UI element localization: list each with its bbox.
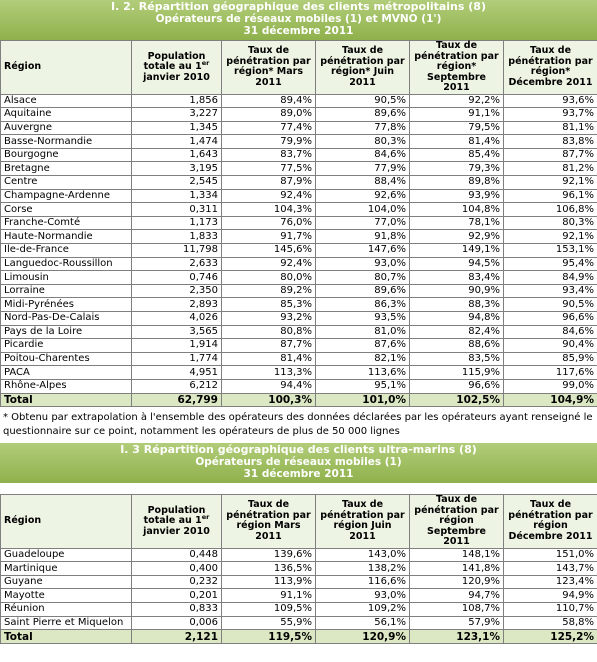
cell-decembre: 85,9% bbox=[504, 352, 597, 366]
cell-population: 1,856 bbox=[132, 94, 222, 108]
cell-population: 1,173 bbox=[132, 216, 222, 230]
cell-juin: 82,1% bbox=[316, 352, 410, 366]
cell-decembre: 81,2% bbox=[504, 162, 597, 176]
cell-decembre: 153,1% bbox=[504, 244, 597, 258]
cell-region: PACA bbox=[1, 366, 132, 380]
cell-mars: 85,3% bbox=[222, 298, 316, 312]
cell-decembre: 110,7% bbox=[504, 603, 597, 617]
cell-septembre: 90,9% bbox=[410, 284, 504, 298]
cell-mars: 80,8% bbox=[222, 325, 316, 339]
cell-mars: 109,5% bbox=[222, 603, 316, 617]
total-cell-decembre: 125,2% bbox=[504, 630, 597, 644]
cell-juin: 90,5% bbox=[316, 94, 410, 108]
cell-mars: 145,6% bbox=[222, 244, 316, 258]
cell-region: Guadeloupe bbox=[1, 548, 132, 562]
total-cell-decembre: 104,9% bbox=[504, 393, 597, 407]
section2-title: I. 3 Répartition géographique des clients ultra-marins (8) bbox=[120, 443, 477, 457]
cell-population: 11,798 bbox=[132, 244, 222, 258]
cell-juin: 89,6% bbox=[316, 108, 410, 122]
cell-mars: 91,1% bbox=[222, 589, 316, 603]
cell-decembre: 93,4% bbox=[504, 284, 597, 298]
cell-juin: 80,7% bbox=[316, 271, 410, 285]
table-row bbox=[1, 176, 597, 190]
cell-population: 4,951 bbox=[132, 366, 222, 380]
cell-septembre: 91,1% bbox=[410, 108, 504, 122]
cell-septembre: 57,9% bbox=[410, 616, 504, 630]
table-row bbox=[1, 203, 597, 217]
cell-population: 0,311 bbox=[132, 203, 222, 217]
cell-septembre: 89,8% bbox=[410, 176, 504, 190]
cell-septembre: 148,1% bbox=[410, 548, 504, 562]
table-row bbox=[1, 339, 597, 353]
cell-population: 4,026 bbox=[132, 312, 222, 326]
cell-juin: 77,9% bbox=[316, 162, 410, 176]
cell-population: 2,633 bbox=[132, 257, 222, 271]
cell-decembre: 90,4% bbox=[504, 339, 597, 353]
cell-septembre: 88,3% bbox=[410, 298, 504, 312]
table-row bbox=[1, 244, 597, 258]
cell-septembre: 88,6% bbox=[410, 339, 504, 353]
cell-region: Auvergne bbox=[1, 121, 132, 135]
cell-juin: 86,3% bbox=[316, 298, 410, 312]
cell-mars: 91,7% bbox=[222, 230, 316, 244]
cell-mars: 80,0% bbox=[222, 271, 316, 285]
total-label: Total bbox=[1, 630, 132, 644]
table-row bbox=[1, 108, 597, 122]
cell-decembre: 151,0% bbox=[504, 548, 597, 562]
cell-decembre: 143,7% bbox=[504, 562, 597, 576]
cell-juin: 113,6% bbox=[316, 366, 410, 380]
table-row bbox=[1, 121, 597, 135]
cell-region: Centre bbox=[1, 176, 132, 190]
total-cell-mars: 119,5% bbox=[222, 630, 316, 644]
cell-region: Haute-Normandie bbox=[1, 230, 132, 244]
section2-subtitle: Opérateurs de réseaux mobiles (1) bbox=[195, 456, 402, 469]
cell-mars: 92,4% bbox=[222, 257, 316, 271]
cell-decembre: 81,1% bbox=[504, 121, 597, 135]
table-row bbox=[1, 312, 597, 326]
table-row bbox=[1, 616, 597, 630]
cell-region: Midi-Pyrénées bbox=[1, 298, 132, 312]
cell-region: Bourgogne bbox=[1, 148, 132, 162]
cell-decembre: 123,4% bbox=[504, 575, 597, 589]
cell-mars: 87,9% bbox=[222, 176, 316, 190]
cell-decembre: 87,7% bbox=[504, 148, 597, 162]
cell-decembre: 93,6% bbox=[504, 94, 597, 108]
cell-decembre: 84,6% bbox=[504, 325, 597, 339]
cell-septembre: 108,7% bbox=[410, 603, 504, 617]
cell-septembre: 93,9% bbox=[410, 189, 504, 203]
cell-septembre: 82,4% bbox=[410, 325, 504, 339]
table-row bbox=[1, 379, 597, 393]
total-label: Total bbox=[1, 393, 132, 407]
outremer-table bbox=[0, 494, 597, 644]
col-header-region: Région bbox=[1, 41, 132, 95]
cell-population: 0,232 bbox=[132, 575, 222, 589]
cell-mars: 92,4% bbox=[222, 189, 316, 203]
total-cell-juin: 120,9% bbox=[316, 630, 410, 644]
cell-juin: 84,6% bbox=[316, 148, 410, 162]
cell-septembre: 141,8% bbox=[410, 562, 504, 576]
col-header-population: Population totale au 1er janvier 2010 bbox=[132, 41, 222, 95]
cell-population: 0,400 bbox=[132, 562, 222, 576]
cell-septembre: 85,4% bbox=[410, 148, 504, 162]
cell-juin: 109,2% bbox=[316, 603, 410, 617]
cell-decembre: 95,4% bbox=[504, 257, 597, 271]
cell-mars: 89,2% bbox=[222, 284, 316, 298]
section1-banner bbox=[0, 0, 597, 40]
cell-decembre: 84,9% bbox=[504, 271, 597, 285]
cell-population: 1,345 bbox=[132, 121, 222, 135]
cell-mars: 94,4% bbox=[222, 379, 316, 393]
table-row bbox=[1, 135, 597, 149]
cell-region: Guyane bbox=[1, 575, 132, 589]
cell-decembre: 94,9% bbox=[504, 589, 597, 603]
cell-mars: 83,7% bbox=[222, 148, 316, 162]
cell-population: 1,643 bbox=[132, 148, 222, 162]
cell-population: 6,212 bbox=[132, 379, 222, 393]
col-header-mars: Taux de pénétration par région Mars 2011 bbox=[222, 495, 316, 549]
cell-decembre: 80,3% bbox=[504, 216, 597, 230]
cell-mars: 136,5% bbox=[222, 562, 316, 576]
cell-mars: 104,3% bbox=[222, 203, 316, 217]
col-header-decembre: Taux de pénétration par région* Décembre 2011 bbox=[504, 41, 597, 95]
cell-mars: 77,5% bbox=[222, 162, 316, 176]
cell-septembre: 149,1% bbox=[410, 244, 504, 258]
table-row bbox=[1, 148, 597, 162]
cell-mars: 89,0% bbox=[222, 108, 316, 122]
footnote: * Obtenu par extrapolation à l'ensemble des opérateurs des données déclarées par les opérateurs ayant renseigné le questionnaire sur ce point, notamment les opérateurs de plus de 50 000 lignes bbox=[3, 412, 593, 438]
cell-mars: 79,9% bbox=[222, 135, 316, 149]
cell-mars: 77,4% bbox=[222, 121, 316, 135]
cell-juin: 77,0% bbox=[316, 216, 410, 230]
table-row bbox=[1, 257, 597, 271]
cell-decembre: 93,7% bbox=[504, 108, 597, 122]
cell-septembre: 92,2% bbox=[410, 94, 504, 108]
table-row bbox=[1, 230, 597, 244]
cell-decembre: 96,6% bbox=[504, 312, 597, 326]
table-row bbox=[1, 162, 597, 176]
cell-decembre: 90,5% bbox=[504, 298, 597, 312]
cell-mars: 87,7% bbox=[222, 339, 316, 353]
cell-decembre: 83,8% bbox=[504, 135, 597, 149]
table-row bbox=[1, 366, 597, 380]
total-cell-population: 62,799 bbox=[132, 393, 222, 407]
cell-population: 0,833 bbox=[132, 603, 222, 617]
cell-population: 2,545 bbox=[132, 176, 222, 190]
cell-region: Pays de la Loire bbox=[1, 325, 132, 339]
cell-juin: 56,1% bbox=[316, 616, 410, 630]
cell-decembre: 58,8% bbox=[504, 616, 597, 630]
cell-region: Alsace bbox=[1, 94, 132, 108]
total-cell-juin: 101,0% bbox=[316, 393, 410, 407]
cell-region: Martinique bbox=[1, 562, 132, 576]
section1-date: 31 décembre 2011 bbox=[243, 25, 354, 37]
total-cell-septembre: 102,5% bbox=[410, 393, 504, 407]
cell-population: 0,448 bbox=[132, 548, 222, 562]
cell-population: 1,914 bbox=[132, 339, 222, 353]
cell-region: Franche-Comté bbox=[1, 216, 132, 230]
cell-region: Rhône-Alpes bbox=[1, 379, 132, 393]
cell-mars: 93,2% bbox=[222, 312, 316, 326]
cell-juin: 81,0% bbox=[316, 325, 410, 339]
col-header-juin: Taux de pénétration par région Juin 2011 bbox=[316, 495, 410, 549]
cell-region: Limousin bbox=[1, 271, 132, 285]
cell-region: Picardie bbox=[1, 339, 132, 353]
metropole-table bbox=[0, 40, 597, 407]
cell-region: Mayotte bbox=[1, 589, 132, 603]
cell-juin: 77,8% bbox=[316, 121, 410, 135]
col-header-juin: Taux de pénétration par région* Juin 2011 bbox=[316, 41, 410, 95]
cell-decembre: 92,1% bbox=[504, 176, 597, 190]
cell-decembre: 106,8% bbox=[504, 203, 597, 217]
cell-mars: 89,4% bbox=[222, 94, 316, 108]
cell-juin: 93,5% bbox=[316, 312, 410, 326]
col-header-septembre: Taux de pénétration par région Septembre 2011 bbox=[410, 495, 504, 549]
cell-juin: 116,6% bbox=[316, 575, 410, 589]
cell-mars: 113,3% bbox=[222, 366, 316, 380]
section2-banner bbox=[0, 443, 597, 483]
table-row bbox=[1, 548, 597, 562]
cell-septembre: 79,5% bbox=[410, 121, 504, 135]
table-row bbox=[1, 94, 597, 108]
total-cell-septembre: 123,1% bbox=[410, 630, 504, 644]
cell-population: 2,893 bbox=[132, 298, 222, 312]
cell-region: Nord-Pas-De-Calais bbox=[1, 312, 132, 326]
col-header-decembre: Taux de pénétration par région Décembre 2011 bbox=[504, 495, 597, 549]
cell-region: Corse bbox=[1, 203, 132, 217]
cell-population: 1,334 bbox=[132, 189, 222, 203]
cell-juin: 91,8% bbox=[316, 230, 410, 244]
table-row bbox=[1, 271, 597, 285]
cell-septembre: 78,1% bbox=[410, 216, 504, 230]
table-row bbox=[1, 575, 597, 589]
cell-septembre: 96,6% bbox=[410, 379, 504, 393]
cell-juin: 147,6% bbox=[316, 244, 410, 258]
table-row bbox=[1, 298, 597, 312]
section1-title: I. 2. Répartition géographique des clients métropolitains (8) bbox=[111, 0, 486, 13]
cell-septembre: 120,9% bbox=[410, 575, 504, 589]
cell-septembre: 83,4% bbox=[410, 271, 504, 285]
cell-septembre: 94,8% bbox=[410, 312, 504, 326]
cell-decembre: 92,1% bbox=[504, 230, 597, 244]
cell-juin: 138,2% bbox=[316, 562, 410, 576]
total-cell-mars: 100,3% bbox=[222, 393, 316, 407]
cell-decembre: 96,1% bbox=[504, 189, 597, 203]
cell-population: 3,565 bbox=[132, 325, 222, 339]
cell-region: Aquitaine bbox=[1, 108, 132, 122]
cell-juin: 80,3% bbox=[316, 135, 410, 149]
cell-decembre: 117,6% bbox=[504, 366, 597, 380]
cell-population: 0,746 bbox=[132, 271, 222, 285]
table-row bbox=[1, 325, 597, 339]
cell-population: 0,201 bbox=[132, 589, 222, 603]
cell-septembre: 94,7% bbox=[410, 589, 504, 603]
col-header-mars: Taux de pénétration par région* Mars 2011 bbox=[222, 41, 316, 95]
table-row bbox=[1, 216, 597, 230]
cell-region: Bretagne bbox=[1, 162, 132, 176]
cell-region: Champagne-Ardenne bbox=[1, 189, 132, 203]
cell-septembre: 81,4% bbox=[410, 135, 504, 149]
col-header-region: Région bbox=[1, 495, 132, 549]
cell-septembre: 83,5% bbox=[410, 352, 504, 366]
cell-region: Ile-de-France bbox=[1, 244, 132, 258]
col-header-population: Population totale au 1er janvier 2010 bbox=[132, 495, 222, 549]
cell-juin: 93,0% bbox=[316, 589, 410, 603]
table-row bbox=[1, 562, 597, 576]
cell-septembre: 94,5% bbox=[410, 257, 504, 271]
cell-juin: 88,4% bbox=[316, 176, 410, 190]
table-row bbox=[1, 589, 597, 603]
cell-region: Réunion bbox=[1, 603, 132, 617]
total-row bbox=[1, 393, 597, 407]
cell-region: Saint Pierre et Miquelon bbox=[1, 616, 132, 630]
cell-region: Lorraine bbox=[1, 284, 132, 298]
cell-juin: 92,6% bbox=[316, 189, 410, 203]
cell-septembre: 104,8% bbox=[410, 203, 504, 217]
cell-septembre: 92,9% bbox=[410, 230, 504, 244]
cell-juin: 95,1% bbox=[316, 379, 410, 393]
cell-population: 3,227 bbox=[132, 108, 222, 122]
cell-population: 0,006 bbox=[132, 616, 222, 630]
cell-mars: 55,9% bbox=[222, 616, 316, 630]
cell-juin: 89,6% bbox=[316, 284, 410, 298]
table-row bbox=[1, 603, 597, 617]
col-header-septembre: Taux de pénétration par région* Septembre 2011 bbox=[410, 41, 504, 95]
section2-date: 31 décembre 2011 bbox=[243, 468, 354, 481]
cell-population: 1,774 bbox=[132, 352, 222, 366]
cell-septembre: 79,3% bbox=[410, 162, 504, 176]
cell-population: 3,195 bbox=[132, 162, 222, 176]
table-row bbox=[1, 352, 597, 366]
cell-region: Languedoc-Roussillon bbox=[1, 257, 132, 271]
cell-mars: 81,4% bbox=[222, 352, 316, 366]
cell-juin: 87,6% bbox=[316, 339, 410, 353]
table-row bbox=[1, 284, 597, 298]
cell-decembre: 99,0% bbox=[504, 379, 597, 393]
cell-population: 2,350 bbox=[132, 284, 222, 298]
cell-region: Poitou-Charentes bbox=[1, 352, 132, 366]
cell-juin: 143,0% bbox=[316, 548, 410, 562]
cell-septembre: 115,9% bbox=[410, 366, 504, 380]
table-row bbox=[1, 189, 597, 203]
cell-mars: 76,0% bbox=[222, 216, 316, 230]
cell-population: 1,833 bbox=[132, 230, 222, 244]
cell-juin: 93,0% bbox=[316, 257, 410, 271]
cell-juin: 104,0% bbox=[316, 203, 410, 217]
total-row bbox=[1, 630, 597, 644]
cell-population: 1,474 bbox=[132, 135, 222, 149]
cell-mars: 139,6% bbox=[222, 548, 316, 562]
total-cell-population: 2,121 bbox=[132, 630, 222, 644]
cell-region: Basse-Normandie bbox=[1, 135, 132, 149]
cell-mars: 113,9% bbox=[222, 575, 316, 589]
section1-subtitle: Opérateurs de réseaux mobiles (1) et MVNO (1') bbox=[155, 13, 442, 25]
